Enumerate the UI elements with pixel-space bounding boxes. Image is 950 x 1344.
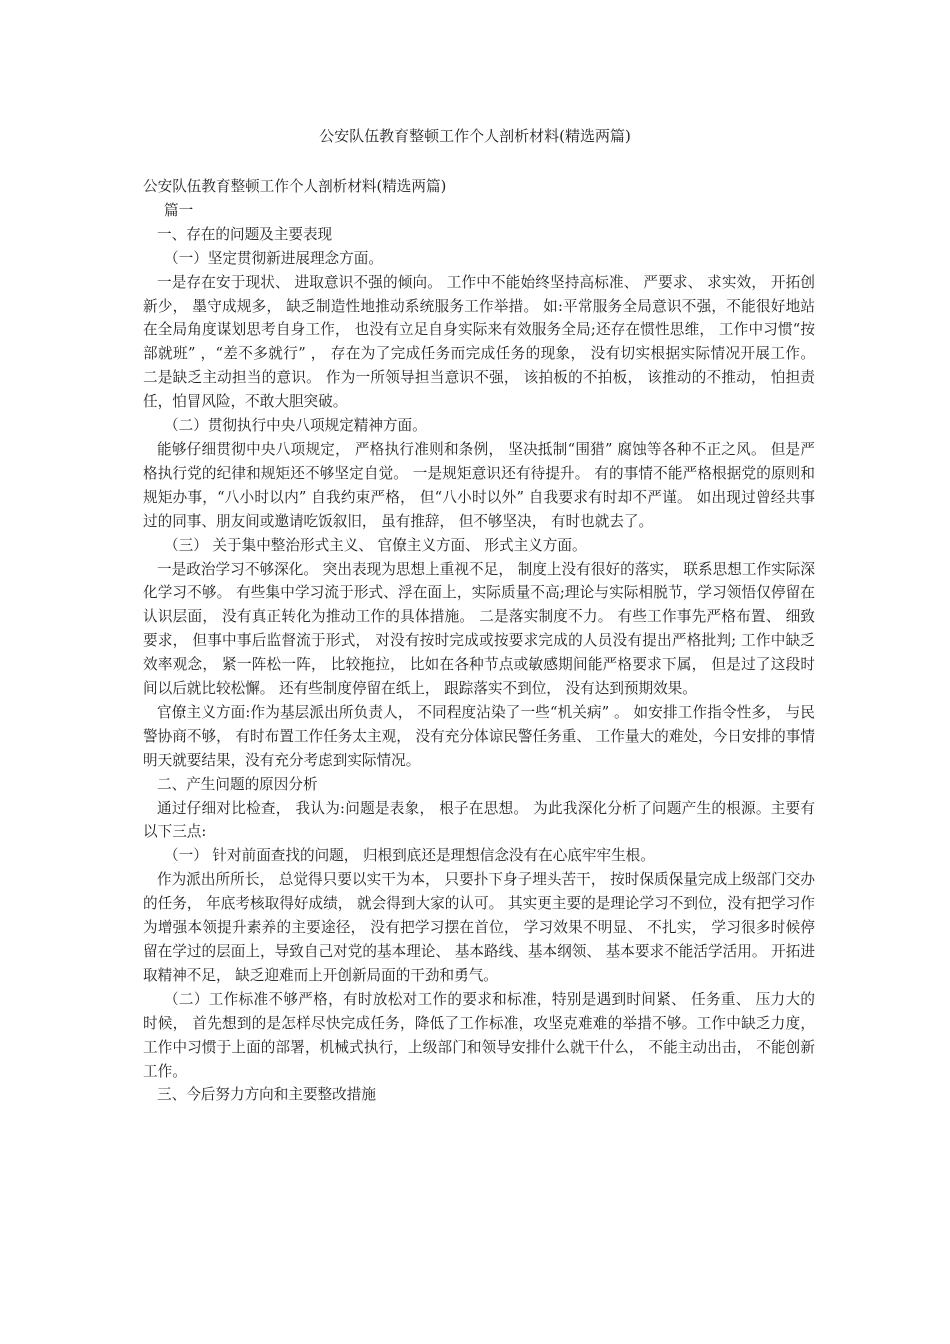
paragraph: （三） 关于集中整治形式主义、 官僚主义方面、 形式主义方面。	[164, 536, 587, 554]
paragraph: 三、今后努力方向和主要整改措施	[157, 1086, 376, 1104]
paragraph: （二）贯彻执行中央八项规定精神方面。	[164, 417, 427, 435]
paragraph: 一是存在安于现状、 进取意识不强的倾向。 工作中不能始终坚持高标准、 严要求、 求实效， 开拓创新少， 墨守成规多， 缺乏制造性地推动系统服务工作举措。 如:平常服务全局意识不强，不能很好地站在全局角度谋划思考自身工作， 也没有立足自身实际来有效服务全局;还存在惯性思维， 工作中习惯“按部就班” ，“差不多就行” ， 存在为了完成任务而完成任务的现象， 没有切实根据实际情况开展工作。 二是缺乏主动担当的意识。 作为一所领导担当意识不强， 该拍板的不拍板， 该推动的不推动， 怕担责任，怕冒风险，不敢大胆突破。	[143, 273, 815, 411]
paragraph: 作为派出所所长， 总觉得只要以实干为本， 只要扑下身子埋头苦干， 按时保质保量完成上级部门交办的任务， 年底考核取得好成绩， 就会得到大家的认可。 其实更主要的是理论学习不到位，没有把学习作为增强本领提升素养的主要途径， 没有把学习摆在首位， 学习效果不明显、 不扎实， 学习很多时候停留在学过的层面上，导致自己对党的基本理论、 基本路线、基本纲领、 基本要求不能活学活用。 开拓进取精神不足， 缺乏迎难而上开创新局面的干劲和勇气。	[143, 871, 815, 984]
document-body	[143, 175, 815, 1107]
paragraph: 通过仔细对比检查， 我认为:问题是表象， 根子在思想。 为此我深化分析了问题产生的根源。主要有以下三点:	[143, 799, 815, 841]
paragraph: （一）坚定贯彻新进展理念方面。	[164, 249, 383, 267]
paragraph: 一、存在的问题及主要表现	[157, 225, 333, 243]
paragraph: 能够仔细贯彻中央八项规定， 严格执行准则和条例， 坚决抵制“围猎” 腐蚀等各种不正之风。 但是严格执行党的纪律和规矩还不够坚定自觉。 一是规矩意识还有待提升。 有的事情不能严格根据党的原则和规矩办事，“八小时以内” 自我约束严格， 但“八小时以外” 自我要求有时却不严谨。 如出现过曾经共事过的同事、朋友间或邀请吃饭叙旧， 虽有推辞， 但不够坚决， 有时也就去了。	[143, 440, 815, 530]
paragraph: 一是政治学习不够深化。 突出表现为思想上重视不足， 制度上没有很好的落实， 联系思想工作实际深化学习不够。 有些集中学习流于形式、浮在面上，实际质量不高;理论与实际相脱节，学习领悟仅停留在认识层面， 没有真正转化为推动工作的具体措施。 二是落实制度不力。 有些工作事先严格布置、 细致要求， 但事中事后监督流于形式， 对没有按时完成或按要求完成的人员没有提出严格批判; 工作中缺乏效率观念， 紧一阵松一阵， 比较拖拉， 比如在各种节点或敏感期间能严格要求下属， 但是过了这段时间以后就比较松懈。 还有些制度停留在纸上， 跟踪落实不到位， 没有达到预期效果。	[143, 560, 815, 698]
document-title: 公安队伍教育整顿工作个人剖析材料(精选两篇)	[319, 127, 631, 145]
document-subtitle: 公安队伍教育整顿工作个人剖析材料(精选两篇)	[143, 178, 447, 195]
paragraph: （二）工作标准不够严格，有时放松对工作的要求和标准，特别是遇到时间紧、 任务重、 压力大的时候， 首先想到的是怎样尽快完成任务，降低了工作标准，攻坚克难难的举措不够。工作中缺乏力度，工作中习惯于上面的部署，机械式执行，上级部门和领导安排什么就干什么， 不能主动出击， 不能创新工作。	[143, 990, 815, 1080]
paragraph: 二、产生问题的原因分析	[157, 775, 318, 793]
paragraph: （一） 针对前面查找的问题， 归根到底还是理想信念没有在心底牢牢生根。	[164, 847, 655, 865]
paragraph: 官僚主义方面:作为基层派出所负责人， 不同程度沾染了一些“机关病” 。 如安排工作指令性多， 与民警协商不够， 有时布置工作任务太主观， 没有充分体谅民警任务重、 工作量大的难处，今日安排的事情明天就要结果，没有充分考虑到实际情况。	[143, 703, 815, 769]
paragraph: 篇一	[164, 201, 194, 219]
